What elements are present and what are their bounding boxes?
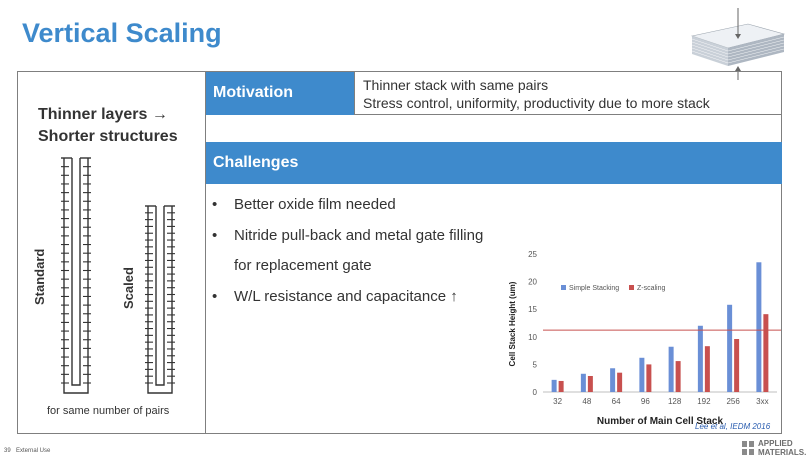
slide-title: Vertical Scaling [22, 18, 222, 48]
motivation-line: Thinner stack with same pairs [363, 77, 549, 93]
bullet-marker: • [212, 288, 218, 305]
y-tick-label: 10 [528, 332, 537, 342]
legend-swatch [629, 285, 634, 290]
bar-z-scaling [705, 346, 710, 392]
x-axis-label: Number of Main Cell Stack [596, 416, 724, 427]
logo-icon [741, 440, 755, 456]
bullet-text: Better oxide film needed [234, 196, 396, 213]
y-tick-label: 20 [528, 277, 537, 287]
x-tick-label: 48 [582, 397, 592, 406]
legend-swatch [561, 285, 566, 290]
bar-simple-stacking [756, 262, 761, 392]
x-tick-label: 3xx [756, 397, 769, 406]
x-tick-label: 64 [611, 397, 621, 406]
standard-structure [61, 158, 91, 393]
bar-simple-stacking [669, 347, 674, 392]
bullet-text: Nitride pull-back and metal gate filling [234, 227, 484, 244]
x-tick-label: 128 [667, 397, 682, 406]
bullet-marker: • [212, 196, 218, 213]
structure-core [156, 206, 164, 385]
logo-text: APPLIED [758, 439, 793, 448]
bar-z-scaling [588, 376, 593, 392]
y-tick-label: 25 [528, 250, 537, 259]
bullet-marker: • [212, 227, 218, 244]
label-scaled: Scaled [121, 267, 136, 309]
x-tick-label: 192 [697, 397, 711, 406]
company-logo [741, 438, 806, 460]
column-divider [205, 71, 206, 434]
left-heading-line2: Shorter structures [38, 128, 178, 145]
list-item [212, 194, 532, 215]
challenges-header: Challenges [206, 142, 782, 184]
y-tick-label: 0 [532, 388, 537, 397]
structure-core [72, 158, 80, 385]
left-heading [38, 104, 178, 148]
logo-text: MATERIALS. [758, 448, 806, 457]
stacked-layers-image [688, 6, 786, 80]
scaled-structure [145, 206, 175, 393]
motivation-text [354, 72, 781, 115]
bullet-text-continued: for replacement gate [234, 257, 372, 274]
list-item [212, 225, 532, 276]
x-tick-label: 96 [640, 397, 650, 406]
citation: Lee et al, IEDM 2016 [695, 422, 771, 431]
motivation-header: Motivation [206, 72, 354, 115]
footer-label: External Use [16, 448, 51, 454]
bar-z-scaling [676, 361, 681, 392]
left-heading-line1: Thinner layers → [38, 106, 168, 123]
motivation-line: Stress control, uniformity, productivity due to more stack [363, 95, 710, 111]
bar-z-scaling [617, 373, 622, 392]
y-tick-label: 15 [528, 305, 537, 315]
structure-outline [64, 158, 88, 393]
y-tick-label: 5 [532, 360, 537, 370]
y-axis-label: Cell Stack Height (um) [508, 281, 517, 367]
bar-simple-stacking [610, 368, 615, 392]
diagram-caption: for same number of pairs [47, 405, 170, 417]
label-standard: Standard [32, 248, 47, 305]
bar-z-scaling [734, 339, 739, 392]
x-tick-label: 256 [726, 397, 740, 406]
bullet-text: W/L resistance and capacitance ↑ [234, 288, 458, 305]
bar-z-scaling [646, 364, 651, 392]
legend-label: Simple Stacking [569, 285, 620, 292]
bar-simple-stacking [552, 380, 557, 392]
cell-stack-height-chart [505, 246, 782, 434]
bar-simple-stacking [698, 326, 703, 392]
bar-z-scaling [559, 381, 564, 392]
channel-structures-diagram [30, 150, 205, 410]
x-tick-label: 32 [553, 397, 563, 406]
bar-z-scaling [763, 314, 768, 392]
legend-label: Z-scaling [637, 285, 666, 292]
list-item [212, 286, 532, 307]
slide-number: 39 [4, 448, 11, 454]
structure-outline [148, 206, 172, 393]
bar-simple-stacking [727, 305, 732, 392]
challenges-list [212, 194, 532, 317]
bar-simple-stacking [639, 358, 644, 392]
bar-simple-stacking [581, 374, 586, 392]
